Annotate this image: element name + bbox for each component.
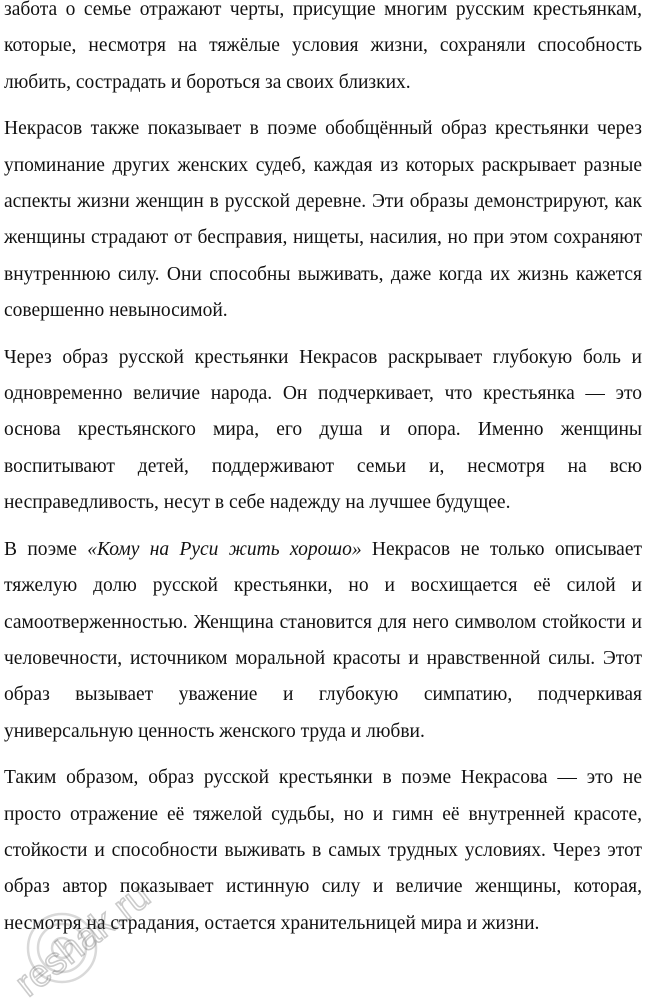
paragraph-5: Таким образом, образ русской крестьянки в поэме Некрасова — это не просто отражение её тяжелой судьбы, но и гимн её внутренней красоте, стойкости и способности выживать в самых трудных условиях. Через этот образ автор показывает истинную силу и величие женщины, которая, несмотря на страдания, остается хранительницей мира и жизни.: [4, 767, 642, 934]
paragraph-4-prefix: В поэме: [4, 538, 88, 560]
document-page: [4, 0, 642, 952]
poem-title: «Кому на Руси жить хорошо»: [87, 538, 362, 560]
paragraph-4-suffix: Некрасов не только описывает тяжелую долю русской крестьянки, но и восхищается её силой и самоотверженностью. Женщина становится для него символом стойкости и человечности, источником моральной красоты и нравственной силы. Этот образ вызывает уважение и глубокую симпатию, подчеркивая универсальную ценность женского труда и любви.: [4, 538, 642, 742]
paragraph-4: [4, 532, 642, 750]
paragraph-3: Через образ русской крестьянки Некрасов раскрывает глубокую боль и одновременно величие народа. Он подчеркивает, что крестьянка — это основа крестьянского мира, его душа и опора. Именно женщины воспитывают детей, поддерживают семьи и, несмотря на всю несправедливость, несут в себе надежду на лучшее будущее.: [4, 346, 642, 514]
paragraph-1: забота о семье отражают черты, присущие многим русским крестьянкам, которые, несмотря на тяжёлые условия жизни, сохраняли способность любить, сострадать и бороться за своих близких.: [4, 0, 642, 93]
watermark-text: reshak.ru: [7, 874, 159, 1005]
paragraph-2: Некрасов также показывает в поэме обобщённый образ крестьянки через упоминание других женских судеб, каждая из которых раскрывает разные аспекты жизни женщин в русской деревне. Эти образы демонстрируют, как женщины страдают от бесправия, нищеты, насилия, но при этом сохраняют внутреннюю силу. Они способны выживать, даже когда их жизнь кажется совершенно невыносимой.: [4, 118, 642, 322]
